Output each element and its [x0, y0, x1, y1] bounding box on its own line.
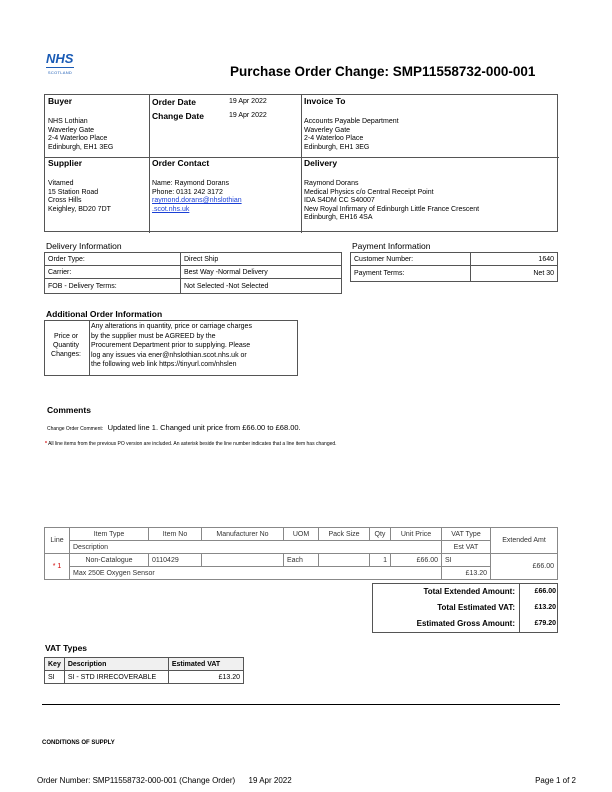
buyer-label: Buyer	[48, 96, 73, 106]
col-unit-price: Unit Price	[391, 528, 442, 541]
col-manufacturer-no: Manufacturer No	[202, 528, 284, 541]
table-row: Carrier: Best Way -Normal Delivery	[45, 266, 342, 279]
col-item-type: Item Type	[70, 528, 149, 541]
col-qty: Qty	[370, 528, 391, 541]
contact-email-link[interactable]: raymond.dorans@nhslothian	[152, 197, 242, 204]
col-line: Line	[45, 528, 70, 554]
conditions-title: CONDITIONS OF SUPPLY	[42, 740, 115, 746]
comments-line	[47, 417, 301, 435]
footer-page-number: Page 1 of 2	[535, 776, 576, 785]
comment-label: Change Order Comment:	[47, 426, 104, 432]
table-row: Customer Number: 1640	[351, 253, 558, 266]
delivery-info-table	[44, 252, 342, 294]
cell-description: Max 250E Oxygen Sensor	[70, 567, 442, 580]
nhs-logo: NHS	[46, 51, 74, 66]
payment-info-title: Payment Information	[352, 241, 431, 251]
price-quantity-label: Price or Quantity Changes:	[51, 333, 81, 358]
cell-extended-amt: £66.00	[491, 554, 558, 580]
footer-order-number: Order Number: SMP11558732-000-001 (Change Order) 19 Apr 2022	[37, 776, 292, 785]
line-number: * 1	[45, 554, 70, 580]
gross-amount-value: £79.20	[534, 620, 556, 627]
col-pack-size: Pack Size	[319, 528, 370, 541]
invoice-to-address: Accounts Payable Department Waverley Gate 2-4 Waterloo Place Edinburgh, EH1 3EG	[304, 118, 399, 151]
cell-est-vat: £13.20	[442, 567, 491, 580]
cell-manufacturer-no	[202, 554, 284, 567]
comment-text: Updated line 1. Changed unit price from £66.00 to £68.00.	[107, 423, 301, 432]
line-items-table	[44, 527, 558, 580]
total-extended-label: Total Extended Amount:	[423, 587, 515, 596]
cell-item-no: 0110429	[149, 554, 202, 567]
invoice-to-label: Invoice To	[304, 96, 346, 106]
header-grid	[44, 94, 558, 232]
delivery-address: Raymond Dorans Medical Physics c/o Central Receipt Point IDA S4DM CC S40007 New Royal Infirmary of Edinburgh Little France Crescent Edinburgh, EH16 4SA	[304, 180, 480, 221]
table-row: SI SI - STD IRRECOVERABLE £13.20	[45, 671, 244, 684]
supplier-label: Supplier	[48, 158, 83, 168]
vat-col-key: Key	[45, 658, 65, 671]
delivery-info-title: Delivery Information	[46, 241, 122, 251]
cell-uom: Each	[284, 554, 319, 567]
cell-unit-price: £66.00	[391, 554, 442, 567]
vat-types-title: VAT Types	[45, 643, 88, 653]
col-extended-amt: Extended Amt	[491, 528, 558, 554]
total-vat-value: £13.20	[534, 604, 556, 611]
additional-info-title: Additional Order Information	[46, 309, 163, 319]
col-item-no: Item No	[149, 528, 202, 541]
delivery-label: Delivery	[304, 158, 338, 168]
table-row: Order Type: Direct Ship	[45, 253, 342, 266]
col-description: Description	[70, 541, 442, 554]
table-row: FOB - Delivery Terms: Not Selected -Not Selected	[45, 279, 342, 294]
table-row: Payment Terms: Net 30	[351, 266, 558, 282]
buyer-address: NHS Lothian Waverley Gate 2-4 Waterloo Place Edinburgh, EH1 3EG	[48, 118, 114, 151]
payment-info-table	[350, 252, 558, 282]
gross-amount-label: Estimated Gross Amount:	[416, 619, 515, 628]
supplier-address: Vitamed 15 Station Road Cross Hills Keighley, BD20 7DT	[48, 180, 111, 213]
total-extended-value: £66.00	[534, 588, 556, 595]
section-divider	[42, 704, 560, 705]
change-date-label: Change Date	[152, 111, 204, 121]
additional-info-text: Any alterations in quantity, price or carriage charges by the supplier must be AGREED by the Procurement Department prior to supplying. Please log any issues via ener@nhslothian.scot.nhs.uk or the following web link https://tinyurl.com/nhslen	[91, 323, 252, 369]
col-vat-type: VAT Type	[442, 528, 491, 541]
comments-title: Comments	[47, 405, 91, 415]
col-uom: UOM	[284, 528, 319, 541]
contact-email-link-cont[interactable]: .scot.nhs.uk	[152, 205, 190, 213]
col-est-vat: Est VAT	[442, 541, 491, 554]
vat-col-estimated: Estimated VAT	[168, 658, 243, 671]
order-contact-details: Name: Raymond Dorans Phone: 0131 242 3172 raymond.dorans@nhslothian .scot.nhs.uk	[152, 180, 242, 213]
logo-subtitle: SCOTLAND	[47, 70, 73, 75]
cell-pack-size	[319, 554, 370, 567]
change-date-value: 19 Apr 2022	[229, 112, 267, 119]
total-vat-label: Total Estimated VAT:	[437, 603, 515, 612]
cell-item-type: Non-Catalogue	[70, 554, 149, 567]
page-title: Purchase Order Change: SMP11558732-000-001	[230, 64, 536, 79]
asterisk: *	[45, 441, 47, 447]
table-row	[45, 567, 558, 580]
cell-vat-type: SI	[442, 554, 491, 567]
order-date-label: Order Date	[152, 97, 196, 107]
line-item-note: * All line items from the previous PO version are included. An asterisk beside the line number indicates that a line item has changed.	[45, 441, 337, 447]
vat-col-description: Description	[64, 658, 168, 671]
vat-types-table	[44, 657, 244, 684]
order-contact-label: Order Contact	[152, 158, 210, 168]
logo-divider	[46, 67, 74, 68]
table-row	[45, 554, 558, 567]
order-date-value: 19 Apr 2022	[229, 98, 267, 105]
cell-qty: 1	[370, 554, 391, 567]
